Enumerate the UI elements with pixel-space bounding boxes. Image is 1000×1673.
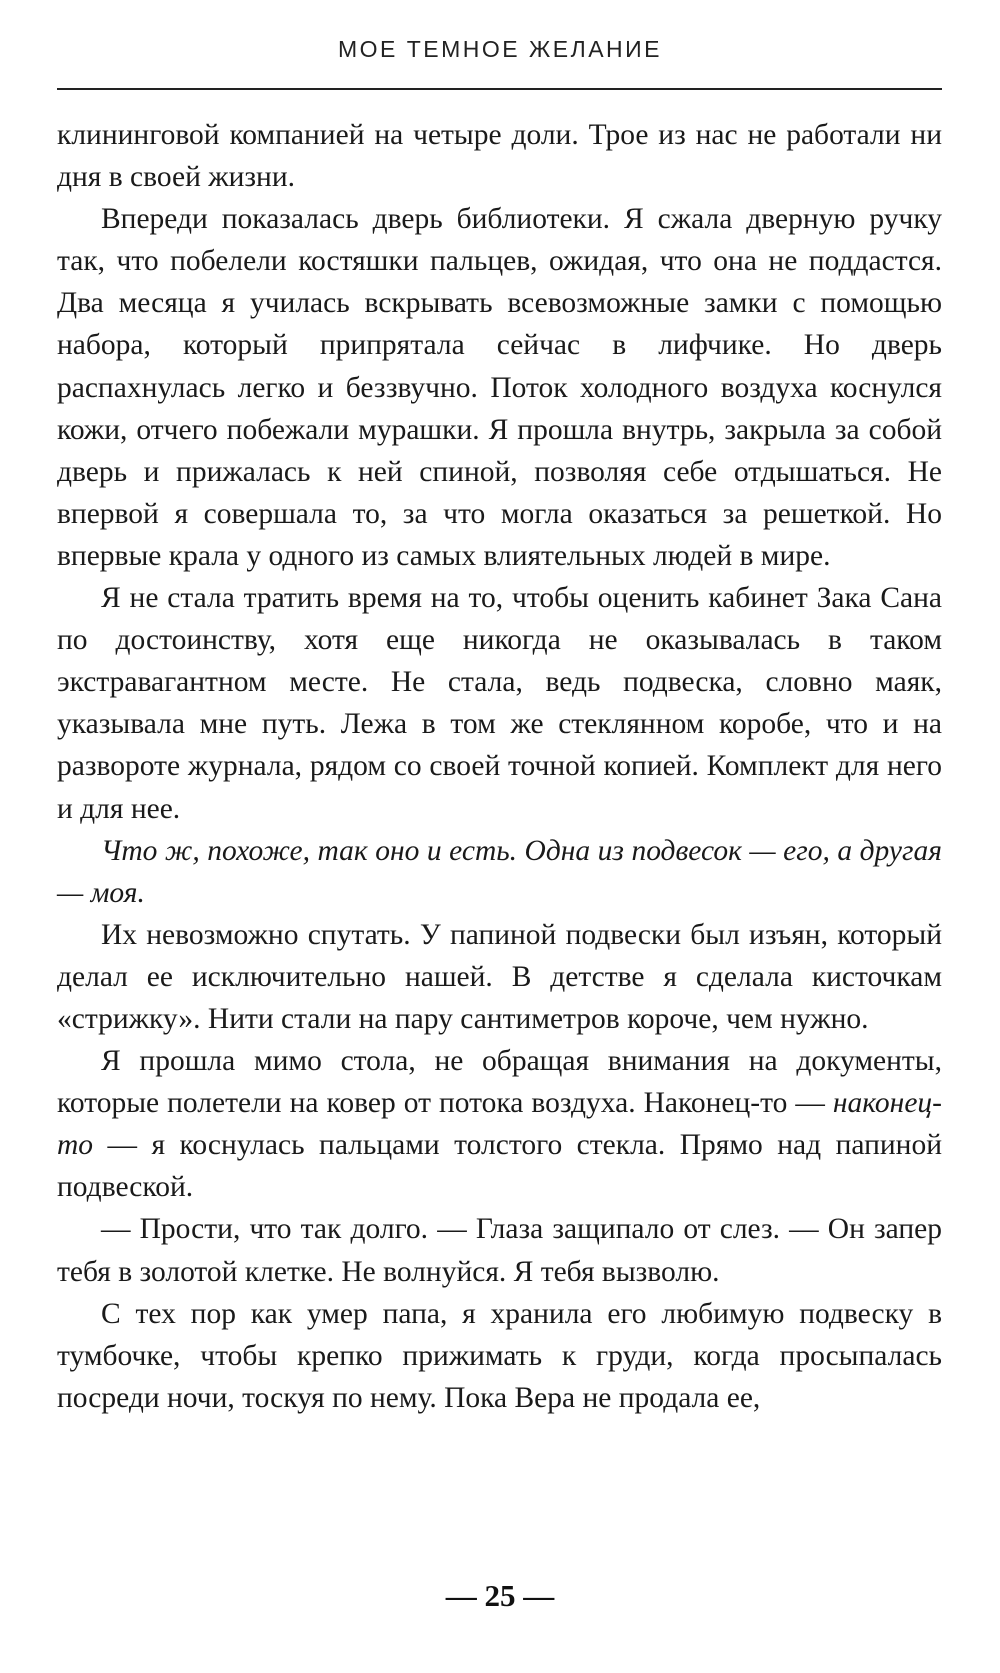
header-rule — [57, 88, 942, 90]
italic-thought-paragraph: Что ж, похоже, так оно и есть. Одна из подвесок — его, а другая — моя. — [57, 834, 942, 909]
page-body — [57, 114, 942, 1419]
paragraph: Впереди показалась дверь библиотеки. Я сжала дверную ручку так, что побелели костяшки пальцев, ожидая, что она не поддастся. Два месяца я училась вскрывать всевозможные замки с помощью набора, который припрятала сейчас в лифчике. Но дверь распахнулась легко и беззвучно. Поток холодного воздуха коснулся кожи, отчего побежали мурашки. Я прошла внутрь, закрыла за собой дверь и прижалась к ней спиной, позволяя себе отдышаться. Не впервой я совершала то, за что могла оказаться за решеткой. Но впервые крала у одного из самых влиятельных людей в мире. — [57, 203, 942, 572]
running-header: МОЕ ТЕМНОЕ ЖЕЛАНИЕ — [337, 36, 663, 62]
paragraph — [57, 1040, 942, 1208]
paragraph: Я не стала тратить время на то, чтобы оценить кабинет Зака Сана по достоинству, хотя еще никогда не оказывалась в таком экстравагантном месте. Не стала, ведь подвеска, словно маяк, указывала мне путь. Лежа в том же стеклянном коробе, что и на развороте журнала, рядом со своей точной копией. Комплект для него и для нее. — [57, 582, 942, 825]
paragraph: Их невозможно спутать. У папиной подвески был изъян, который делал ее исключительно нашей. В детстве я сделала кисточкам «стрижку». Нити стали на пару сантиметров короче, чем нужно. — [57, 918, 942, 1035]
paragraph: С тех пор как умер папа, я хранила его любимую подвеску в тумбочке, чтобы крепко прижимать к груди, когда просыпалась посреди ночи, тоскуя по нему. Пока Вера не продала ее, — [57, 1297, 942, 1414]
page-number: — 25 — — [445, 1578, 555, 1613]
dialogue-paragraph: — Прости, что так долго. — Глаза защипало от слез. — Он запер тебя в золотой клетке. Не волнуйся. Я тебя вызволю. — [57, 1213, 942, 1288]
italic-emphasis: наконец-то — [57, 1087, 942, 1162]
text-segment: Я прошла мимо стола, не обращая внимания на документы, которые полетели на ковер от потока воздуха. Наконец-то — — [57, 1045, 942, 1120]
paragraph: клининговой компанией на четыре доли. Трое из нас не работали ни дня в своей жизни. — [57, 119, 942, 194]
text-segment: — я коснулась пальцами толстого стекла. Прямо над папиной подвеской. — [57, 1129, 942, 1204]
